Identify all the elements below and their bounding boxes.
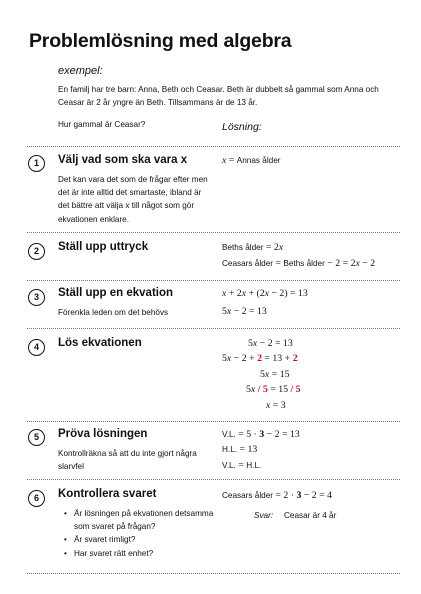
checklist-item: • Har svaret rätt enhet? [64, 547, 214, 560]
solution-line: Beths ålder = 2x [222, 242, 284, 253]
example-label: exempel: [58, 65, 103, 77]
step-title: Ställ upp uttryck [58, 241, 149, 253]
solution-label: Lösning: [222, 121, 262, 133]
step-number-badge: 2 [28, 243, 45, 260]
solution-line: Ceasars ålder = 2 · 3 − 2 = 4 [222, 490, 333, 501]
step-number-badge: 3 [28, 289, 45, 306]
solution-line: Ceasars ålder = Beths ålder − 2 = 2x − 2 [222, 258, 376, 269]
step-number-badge: 1 [28, 155, 45, 172]
divider [27, 146, 400, 147]
answer-label: Svar: [254, 511, 274, 520]
solution-line: 5x − 2 = 13 [222, 306, 267, 317]
step-title: Välj vad som ska vara x [58, 154, 188, 166]
solution-line: H.L. = 13 [222, 444, 258, 455]
equation-line: 5x = 15 [260, 369, 290, 380]
step-description: Kontrollräkna så att du inte gjort några slarvfel [58, 449, 197, 472]
divider [27, 421, 400, 422]
divider [27, 328, 400, 329]
step-title: Pröva lösningen [58, 428, 148, 440]
divider [27, 479, 400, 480]
step-title: Ställ upp en ekvation [58, 287, 174, 299]
solution-line: x + 2x + (2x − 2) = 13 [222, 288, 308, 299]
annas-alder-text: Annas ålder [236, 156, 281, 165]
step-number-badge: 5 [28, 429, 45, 446]
step-number-badge: 4 [28, 339, 45, 356]
divider [27, 232, 400, 233]
solution-line: V.L. = 5 · 3 − 2 = 13 [222, 429, 300, 440]
checklist-item: • Är lösningen på ekvationen detsamma som svaret på frågan? [64, 507, 214, 533]
step-title: Lös ekvationen [58, 337, 142, 349]
intro-text: En familj har tre barn: Anna, Beth och Ceasar. Beth är dubbelt så gammal som Anna och Ceasar är 2 år yngre än Beth. Tillsammans är de 13 år. [58, 85, 379, 107]
solution-line: x = Annas ålder [222, 155, 281, 166]
equation-line: 5x − 2 + 2 = 13 + 2 [222, 353, 298, 364]
answer-text: Ceasar är 4 år [284, 511, 337, 520]
divider [27, 280, 400, 281]
solution-line: V.L. = H.L. [222, 460, 262, 471]
equation-line: 5x − 2 = 13 [248, 338, 293, 349]
step-description: Förenkla leden om det behövs [58, 308, 169, 317]
equation-line: x = 3 [266, 400, 286, 411]
step-description: Det kan vara det som de frågar efter men det är inte alltid det smartaste, ibland är det bättre att välja x till något som gör ekvationen enklare. [58, 175, 208, 224]
divider [27, 573, 400, 574]
question-text: Hur gammal är Ceasar? [58, 120, 146, 129]
page-title: Problemlösning med algebra [29, 30, 292, 52]
equation-line: 5x / 5 = 15 / 5 [246, 384, 301, 395]
checklist [64, 507, 214, 560]
step-title: Kontrollera svaret [58, 488, 157, 500]
step-number-badge: 6 [28, 490, 45, 507]
checklist-item: • Är svaret rimligt? [64, 533, 214, 546]
